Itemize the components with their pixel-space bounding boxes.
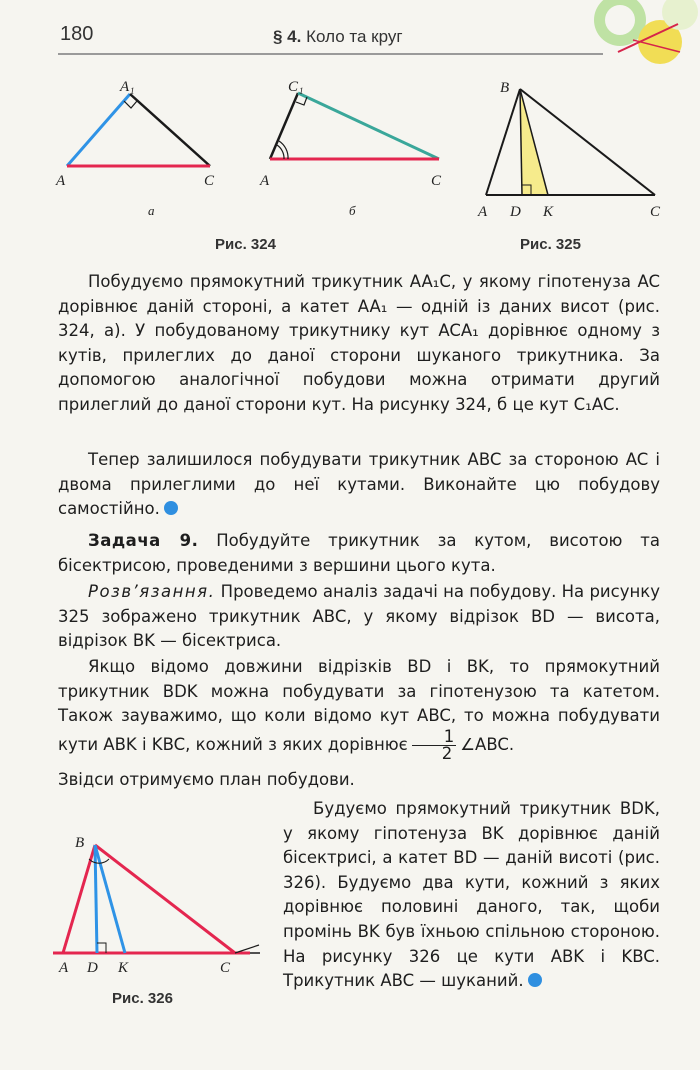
label-A: A (59, 960, 69, 976)
caption-325: Рис. 325 (520, 236, 581, 253)
figure-325 (470, 72, 680, 232)
figure-326 (45, 825, 275, 985)
segment-C1C (298, 93, 439, 159)
label-A: A (478, 204, 488, 220)
caption-326: Рис. 326 (112, 990, 173, 1007)
segment-BC (95, 845, 235, 953)
label-C: C (650, 204, 661, 220)
label-C1: C (288, 79, 299, 95)
label-A1: A (120, 79, 130, 95)
sublabel-b: б (349, 203, 356, 218)
right-angle-mark (124, 101, 137, 108)
fraction-denominator: 2 (441, 743, 453, 763)
label-A1-sub: 1 (130, 86, 135, 96)
header-rule (58, 53, 603, 55)
sublabel-a: а (148, 203, 155, 218)
label-C: C (220, 960, 231, 976)
section-title (273, 27, 403, 47)
paragraph-2-text: Тепер залишилося побудувати трикутник ABC за стороною AC і двома прилеглими до неї кутами. Виконайте цю побудову самостійно. (58, 450, 660, 519)
fraction-numerator: 1 (412, 729, 457, 746)
figure-324b (255, 75, 455, 225)
paragraph-5-text: Будуємо прямокутний трикутник BDK, у якому гіпотенуза BK дорівнює даній бісектрисі, а катет BD — даній висоті (рис. 326). Будуємо два кути, кожний з яких дорівнює половині даного, так, щоби промінь BK був їхньою спільною стороною. На рисунку 326 це кути ABK і KBC. Трикутник ABC — шуканий. (283, 799, 660, 991)
label-B: B (500, 80, 510, 96)
section-name: Коло та круг (306, 27, 403, 46)
solution-text: Проведемо аналіз задачі на побудову. На рисунку 325 зображено трикутник ABC, у якому відрізок BD — висота, відрізок BK — бісектриса. (58, 582, 661, 651)
task-9 (58, 529, 660, 578)
caption-324: Рис. 324 (215, 236, 276, 253)
label-D: D (510, 204, 521, 220)
paragraph-2 (58, 448, 660, 522)
segment-BK (95, 845, 125, 953)
angle-arc-1 (277, 145, 284, 159)
segment-BD (95, 845, 97, 953)
segment-A1C (130, 94, 210, 166)
page-number: 180 (60, 23, 94, 45)
paragraph-3-tail: ∠ABC. (460, 734, 515, 754)
right-angle-mark (296, 97, 307, 105)
label-K: K (543, 204, 554, 220)
task-text: Побудуйте трикутник за кутом, висотою та бісектрисою, проведеними з вершини цього кута. (58, 531, 660, 575)
solution (58, 580, 660, 654)
label-K: K (118, 960, 129, 976)
paragraph-1: Побудуємо прямокутний трикутник AA₁C, у якому гіпотенуза AC дорівнює даній стороні, а катет AA₁ — одній із даних висот (рис. 324, а). У побудованому трикутнику кут ACA₁ дорівнює одному з кутів, прилеглих до даної сторони шуканого трикутника. За допомогою аналогічної побудови можна отримати другий прилеглий до даної сторони кут. На рисунку 324, б це кут C₁AC. (58, 272, 660, 414)
segment-AB (486, 89, 520, 195)
segment-AA1 (67, 94, 130, 166)
task-label: Задача 9. (88, 531, 199, 550)
logo-circle-inner (605, 5, 635, 35)
label-D: D (87, 960, 98, 976)
label-B: B (75, 835, 85, 851)
solution-label: Розв’язання. (88, 582, 216, 601)
page-header (0, 0, 700, 80)
label-C: C (204, 173, 215, 189)
paragraph-3-text: Якщо відомо довжини відрізків BD і BK, то прямокутний трикутник BDK можна побудувати за гіпотенузою та катетом. Також зауважимо, що коли відомо кут ABC, то можна побудувати кути ABK і KBC, кожний з яких дорівнює (58, 657, 660, 754)
section-mark: § 4. (273, 27, 302, 46)
paragraph-5 (283, 797, 660, 994)
label-C1-sub: 1 (299, 86, 304, 96)
fraction-one-half (412, 726, 457, 763)
label-C: C (431, 173, 442, 189)
segment-AC1 (270, 93, 298, 159)
paragraph-4: Звідси отримуємо план побудови. (58, 770, 355, 789)
paragraph-3 (58, 655, 660, 762)
end-marker-icon (164, 501, 178, 515)
segment-AB (63, 845, 95, 953)
label-A: A (260, 173, 270, 189)
label-A: A (56, 173, 66, 189)
figure-324a (50, 75, 230, 225)
end-marker-icon (528, 973, 542, 987)
decorative-circles-logo (578, 0, 700, 70)
